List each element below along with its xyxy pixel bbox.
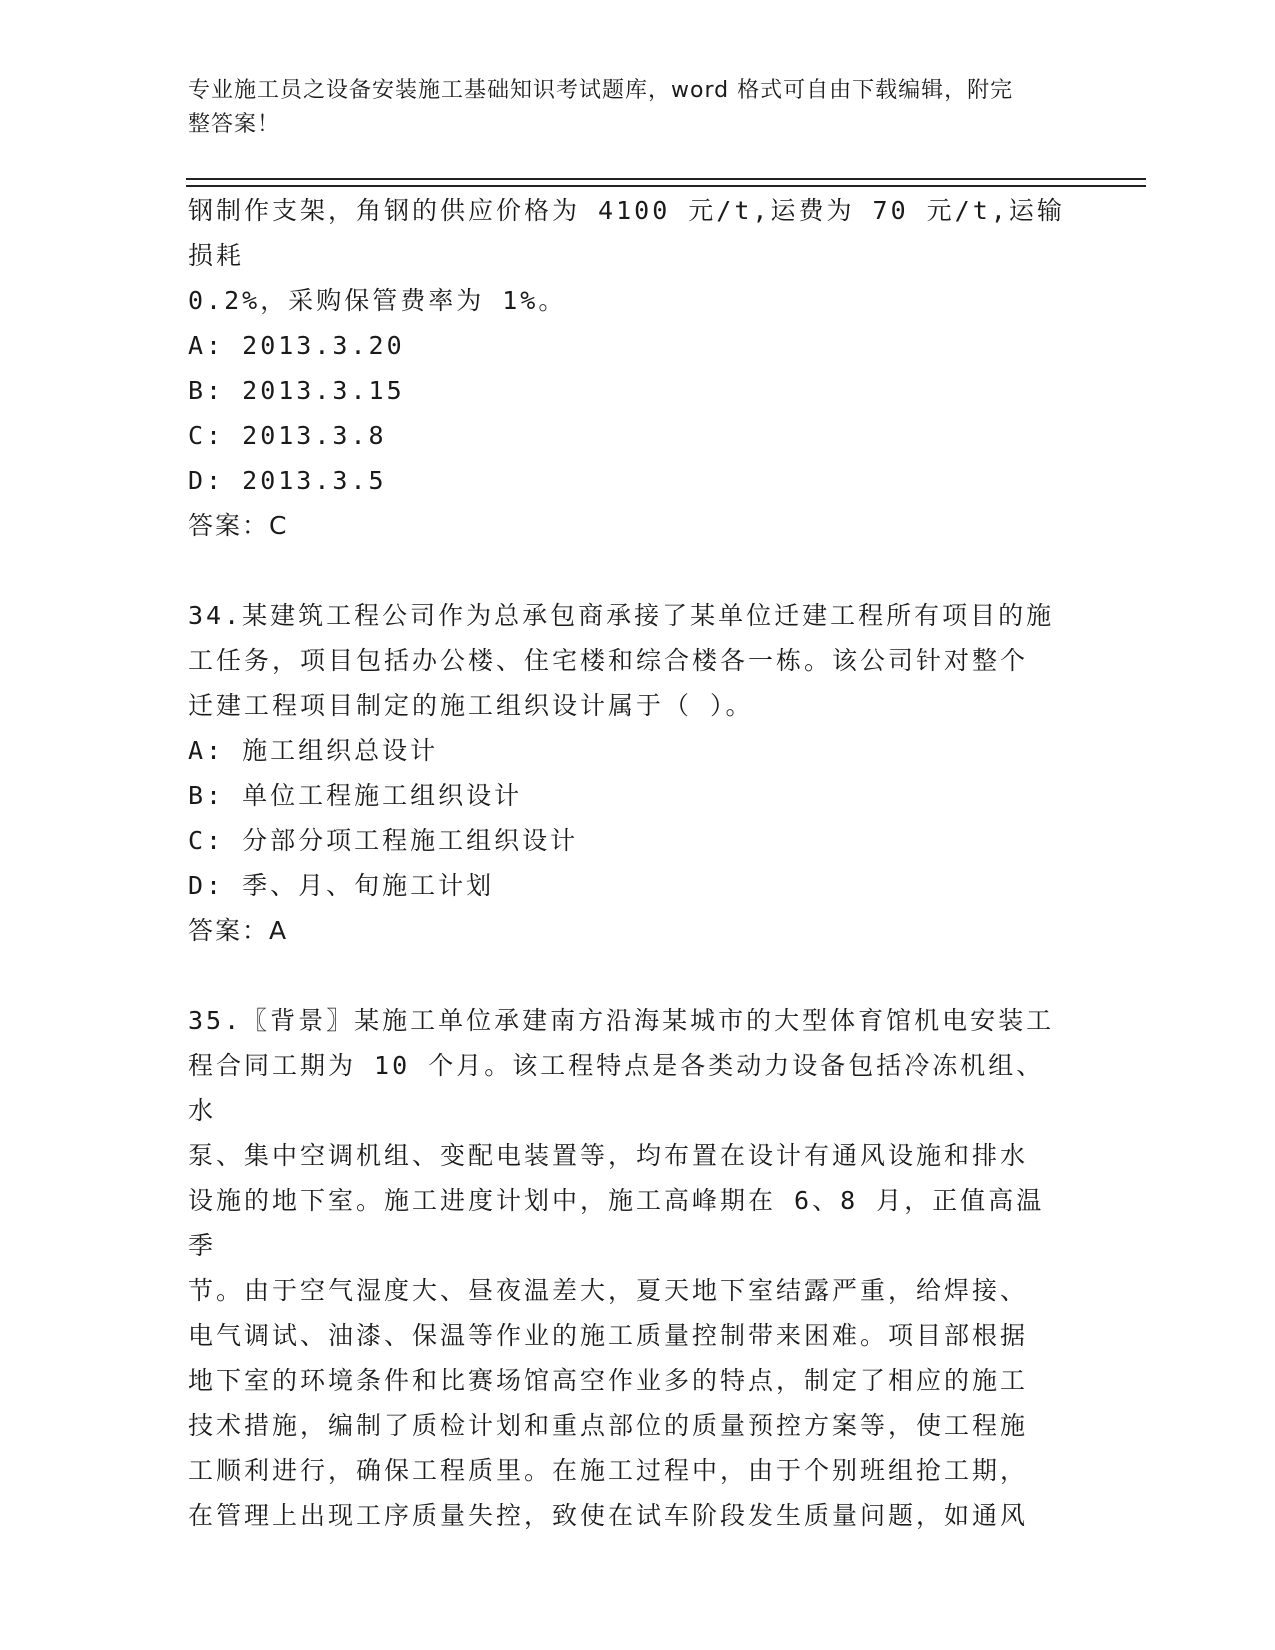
header-line-1: 专业施工员之设备安装施工基础知识考试题库，word 格式可自由下载编辑，附完 — [188, 78, 1014, 103]
question-text-line: 节。由于空气湿度大、昼夜温差大，夏天地下室结露严重，给焊接、 — [188, 1276, 1029, 1305]
spacer — [188, 953, 1068, 998]
question-text-line: 地下室的环境条件和比赛场馆高空作业多的特点，制定了相应的施工 — [188, 1366, 1029, 1395]
question-text-line: 0.2%，采购保管费率为 1%。 — [188, 286, 567, 315]
question-text-line: 迁建工程项目制定的施工组织设计属于（ ）。 — [188, 691, 754, 720]
question-34 — [188, 593, 1068, 953]
question-text-line: 35.〖背景〗某施工单位承建南方沿海某城市的大型体育馆机电安装工 — [188, 1006, 1055, 1035]
question-text-line: 泵、集中空调机组、变配电装置等，均布置在设计有通风设施和排水 — [188, 1141, 1029, 1170]
header-divider-bottom — [186, 185, 1146, 187]
option-a: A: 施工组织总设计 — [188, 736, 439, 765]
question-text-line: 工顺利进行，确保工程质里。在施工过程中，由于个别班组抢工期， — [188, 1456, 1029, 1485]
option-d: D: 季、月、旬施工计划 — [188, 871, 495, 900]
option-c: C: 2013.3.8 — [188, 421, 387, 450]
answer-line: 答案：A — [188, 916, 289, 945]
question-35 — [188, 998, 1068, 1538]
question-text-line: 程合同工期为 10 个月。该工程特点是各类动力设备包括冷冻机组、水 — [188, 1051, 1045, 1125]
question-text-line: 34.某建筑工程公司作为总承包商承接了某单位迁建工程所有项目的施 — [188, 601, 1055, 630]
spacer — [188, 548, 1068, 593]
question-text-line: 工任务，项目包括办公楼、住宅楼和综合楼各一栋。该公司针对整个 — [188, 646, 1029, 675]
option-b: B: 单位工程施工组织设计 — [188, 781, 523, 810]
question-text-line: 技术措施，编制了质检计划和重点部位的质量预控方案等，使工程施 — [188, 1411, 1029, 1440]
page-header — [188, 74, 1068, 142]
header-divider-top — [186, 178, 1146, 180]
question-text-line: 设施的地下室。施工进度计划中，施工高峰期在 6、8 月，正值高温季 — [188, 1186, 1045, 1260]
question-33 — [188, 188, 1068, 548]
option-c: C: 分部分项工程施工组织设计 — [188, 826, 579, 855]
option-d: D: 2013.3.5 — [188, 466, 387, 495]
question-text-line: 电气调试、油漆、保温等作业的施工质量控制带来困难。项目部根据 — [188, 1321, 1029, 1350]
answer-line: 答案：C — [188, 511, 289, 540]
header-line-2: 整答案！ — [188, 112, 281, 137]
question-text-line: 在管理上出现工序质量失控，致使在试车阶段发生质量问题，如通风 — [188, 1501, 1029, 1530]
option-a: A: 2013.3.20 — [188, 331, 405, 360]
option-b: B: 2013.3.15 — [188, 376, 405, 405]
document-body — [188, 188, 1068, 1538]
question-text-line: 钢制作支架，角钢的供应价格为 4100 元/t,运费为 70 元/t,运输损耗 — [188, 196, 1065, 270]
